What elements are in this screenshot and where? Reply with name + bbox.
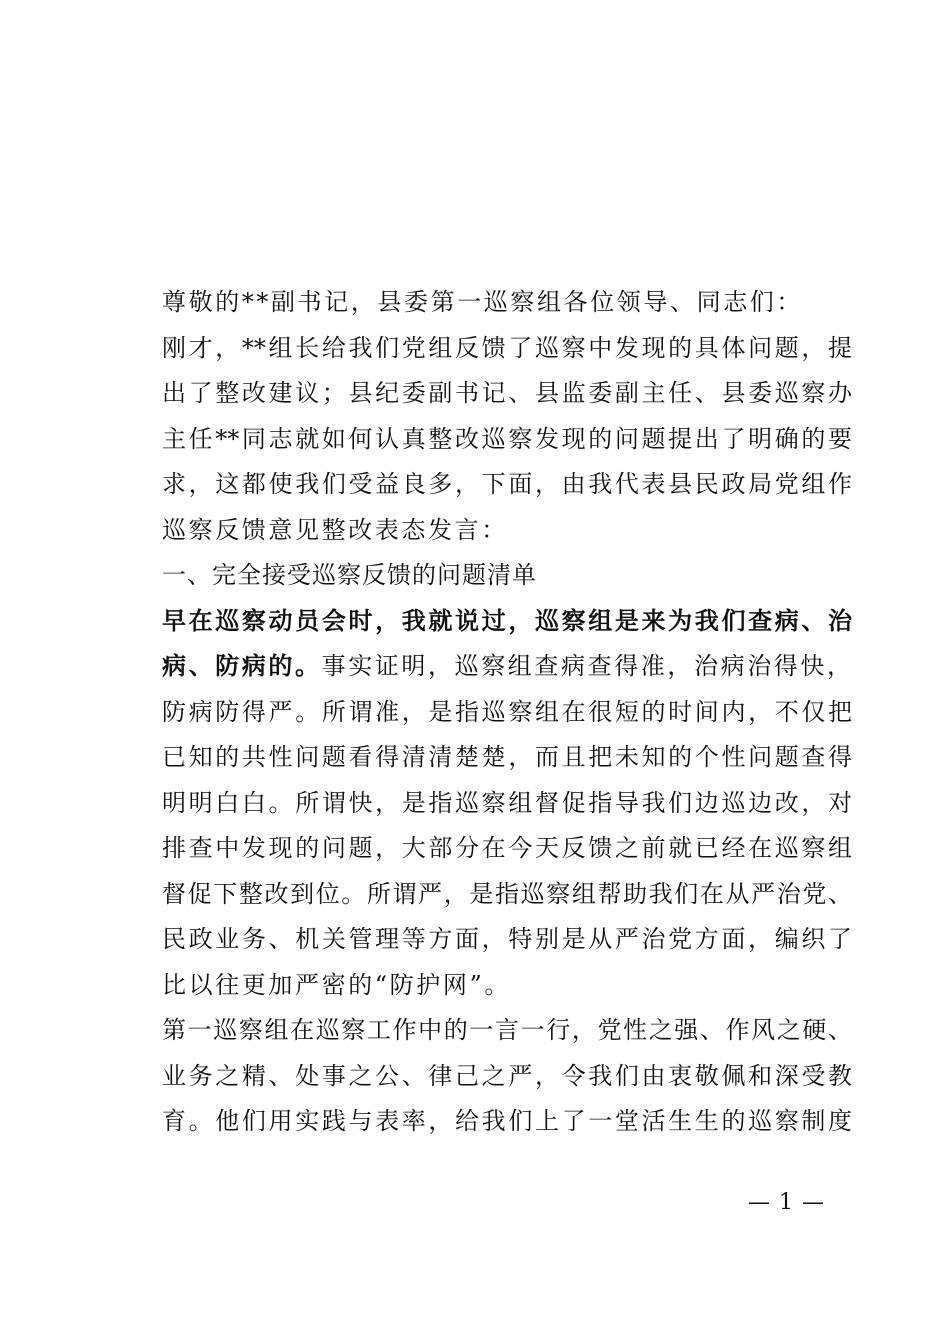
paragraph-line	[162, 644, 852, 690]
paragraph-line: 第一巡察组在巡察工作中的一言一行，党性之强、作风之硬、	[162, 1016, 852, 1044]
document-body	[162, 280, 852, 1145]
paragraph-line: 育。他们用实践与表率，给我们上了一堂活生生的巡察制度	[162, 1107, 852, 1135]
intro-line: 求，这都使我们受益良多，下面，由我代表县民政局党组作	[162, 470, 852, 498]
salutation: 尊敬的**副书记，县委第一巡察组各位领导、同志们：	[162, 288, 803, 316]
paragraph-line: 业务之精、处事之公、律己之严，令我们由衷敬佩和深受教	[162, 1061, 852, 1090]
paragraph-line: 防病防得严。所谓准，是指巡察组在很短的时间内，不仅把	[162, 697, 852, 726]
intro-line: 出了整改建议；县纪委副书记、县监委副主任、县委巡察办	[162, 379, 852, 407]
intro-line: 刚才，**组长给我们党组反馈了巡察中发现的具体问题，提	[162, 333, 852, 362]
bold-statement-line: 早在巡察动员会时，我就说过，巡察组是来为我们查病、治	[162, 606, 852, 635]
paragraph-line: 民政业务、机关管理等方面，特别是从严治党方面，编织了	[162, 925, 852, 953]
paragraph-line: 明明白白。所谓快，是指巡察组督促指导我们边巡边改，对	[162, 788, 852, 817]
bold-statement-end: 病、防病的。	[162, 652, 322, 680]
paragraph-line: 比以往更加严密的“防护网”。	[162, 970, 511, 999]
paragraph-line: 已知的共性问题看得清清楚楚，而且把未知的个性问题查得	[162, 743, 852, 771]
intro-line: 主任**同志就如何认真整改巡察发现的问题提出了明确的要	[162, 424, 852, 453]
paragraph-line: 督促下整改到位。所谓严，是指巡察组帮助我们在从严治党、	[162, 879, 852, 908]
page-number: — 1 —	[748, 1190, 825, 1215]
section-heading: 一、完全接受巡察反馈的问题清单	[162, 561, 537, 589]
paragraph-line: 排查中发现的问题，大部分在今天反馈之前就已经在巡察组	[162, 834, 852, 862]
paragraph-text: 事实证明，巡察组查病查得准，治病治得快，	[321, 652, 854, 680]
intro-line: 巡察反馈意见整改表态发言：	[162, 515, 508, 544]
